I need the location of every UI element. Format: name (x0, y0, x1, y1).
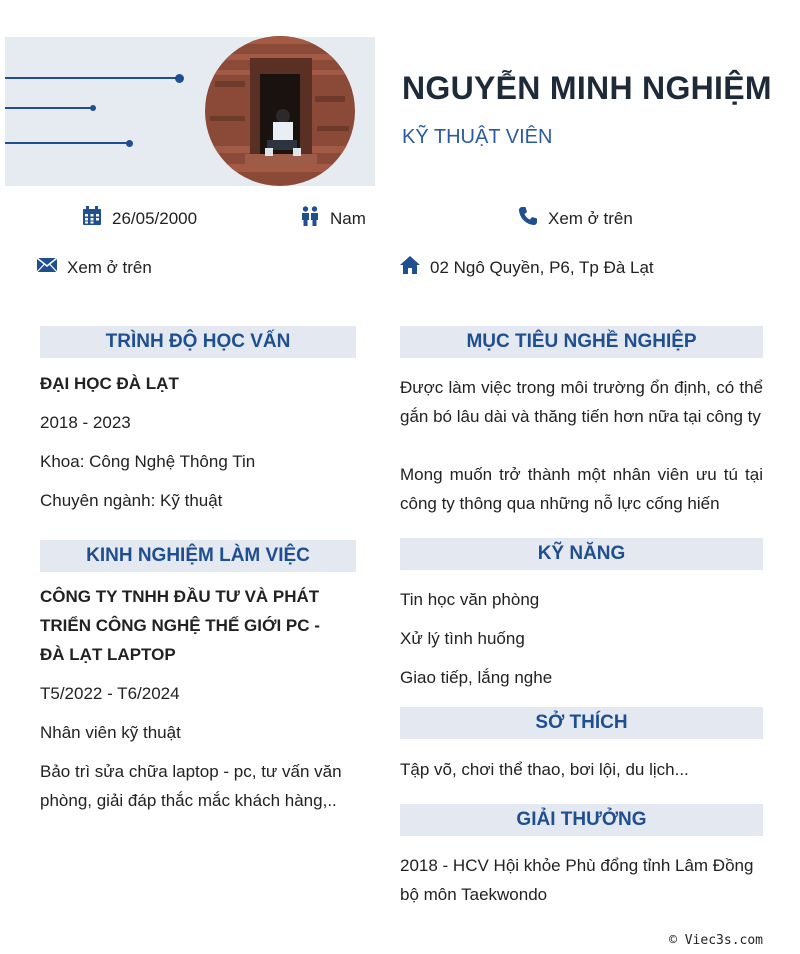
avatar (205, 36, 355, 186)
experience-period: T5/2022 - T6/2024 (40, 684, 180, 703)
objective-heading: MỤC TIÊU NGHỀ NGHIỆP (400, 326, 763, 358)
skills-heading: KỸ NĂNG (400, 538, 763, 570)
decor-line (5, 142, 130, 144)
job-title: KỸ THUẬT VIÊN (402, 126, 553, 148)
experience-heading: KINH NGHIỆM LÀM VIỆC (40, 540, 356, 572)
decor-dot (126, 140, 133, 147)
education-heading: TRÌNH ĐỘ HỌC VẤN (40, 326, 356, 358)
email-value: Xem ở trên (67, 258, 152, 277)
phone-value: Xem ở trên (548, 209, 633, 228)
footer-credit: © Viec3s.com (669, 933, 763, 948)
hobbies-text: Tập võ, chơi thể thao, bơi lội, du lịch... (400, 760, 689, 779)
skill-item: Tin học văn phòng (400, 590, 540, 609)
gender-value: Nam (330, 209, 366, 228)
experience-description: Bảo trì sửa chữa laptop - pc, tư vấn văn phòng, giải đáp thắc mắc khách hàng,.. (40, 762, 342, 810)
decor-dot (90, 105, 96, 111)
education-faculty: Khoa: Công Nghệ Thông Tin (40, 452, 256, 471)
skill-item: Xử lý tình huống (400, 629, 525, 648)
decor-dot (175, 74, 184, 83)
address-value: 02 Ngô Quyền, P6, Tp Đà Lạt (430, 258, 654, 277)
objective-text-2: Mong muốn trở thành một nhân viên ưu tú tại công ty thông qua những nỗ lực cống hiến (400, 465, 763, 513)
calendar-icon (82, 206, 102, 226)
education-major: Chuyên ngành: Kỹ thuật (40, 491, 223, 510)
home-icon (400, 255, 420, 275)
birthday-value: 26/05/2000 (112, 209, 198, 228)
decor-line (5, 77, 180, 79)
person-name: NGUYỄN MINH NGHIỆM (402, 70, 772, 106)
education-years: 2018 - 2023 (40, 413, 131, 432)
experience-position: Nhân viên kỹ thuật (40, 723, 181, 742)
company-name: CÔNG TY TNHH ĐẦU TƯ VÀ PHÁT TRIỂN CÔNG NGHỆ THẾ GIỚI PC - ĐÀ LẠT LAPTOP (40, 587, 320, 664)
envelope-icon (37, 257, 57, 273)
awards-heading: GIẢI THƯỞNG (400, 804, 763, 836)
awards-text: 2018 - HCV Hội khỏe Phù đổng tỉnh Lâm Đồng bộ môn Taekwondo (400, 856, 754, 904)
school-name: ĐẠI HỌC ĐÀ LẠT (40, 374, 179, 393)
phone-icon (518, 206, 538, 226)
hobbies-heading: SỞ THÍCH (400, 707, 763, 739)
people-icon (300, 206, 320, 226)
skill-item: Giao tiếp, lắng nghe (400, 668, 553, 687)
objective-text-1: Được làm việc trong môi trường ổn định, có thể gắn bó lâu dài và thăng tiến hơn nữa tại công ty (400, 378, 763, 426)
decor-line (5, 107, 93, 109)
